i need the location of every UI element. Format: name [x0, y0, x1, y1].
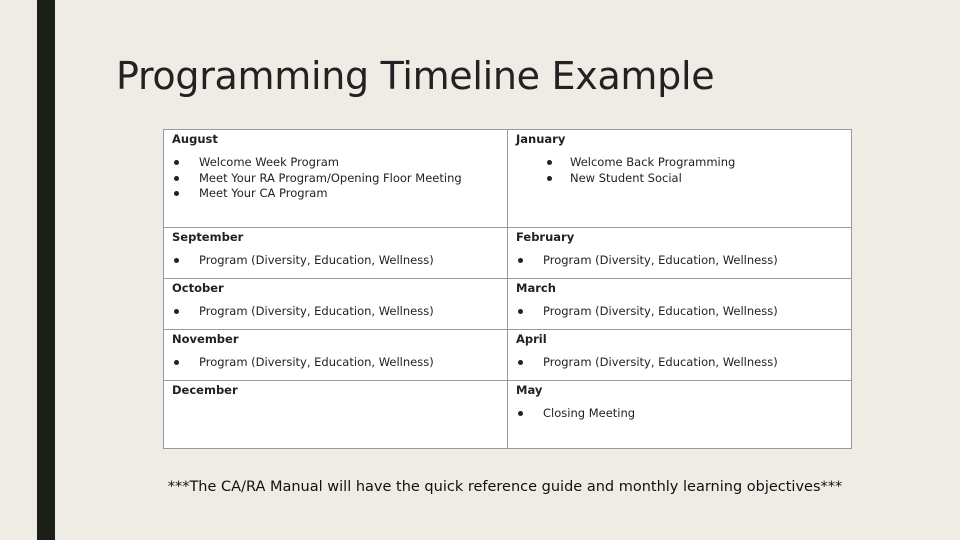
timeline-table	[163, 129, 852, 449]
month-label: February	[516, 230, 575, 244]
item-list	[172, 155, 499, 202]
list-item: Program (Diversity, Education, Wellness)	[172, 355, 499, 371]
list-item: Meet Your CA Program	[172, 186, 499, 202]
list-item: Program (Diversity, Education, Wellness)	[172, 253, 499, 269]
item-list	[516, 355, 843, 371]
item-list	[516, 304, 843, 320]
month-label: September	[172, 230, 244, 244]
list-item: Welcome Back Programming	[545, 155, 843, 171]
item-list	[516, 406, 843, 422]
table-cell-september	[164, 228, 508, 279]
slide-title: Programming Timeline Example	[116, 54, 715, 98]
footnote: ***The CA/RA Manual will have the quick reference guide and monthly learning objectives***	[167, 479, 843, 495]
month-label: October	[172, 281, 224, 295]
table-cell-december	[164, 381, 508, 448]
list-item: New Student Social	[545, 171, 843, 187]
table-cell-november	[164, 330, 508, 381]
list-item: Meet Your RA Program/Opening Floor Meeting	[172, 171, 499, 187]
list-item: Program (Diversity, Education, Wellness)	[516, 253, 843, 269]
table-cell-october	[164, 279, 508, 330]
month-label: April	[516, 332, 547, 346]
list-item: Closing Meeting	[516, 406, 843, 422]
month-label: May	[516, 383, 543, 397]
table-cell-april	[508, 330, 851, 381]
table-cell-may	[508, 381, 851, 448]
item-list	[172, 355, 499, 371]
item-list	[516, 155, 843, 186]
item-list	[172, 304, 499, 320]
table-cell-february	[508, 228, 851, 279]
list-item: Welcome Week Program	[172, 155, 499, 171]
list-item: Program (Diversity, Education, Wellness)	[516, 355, 843, 371]
month-label: November	[172, 332, 239, 346]
item-list	[172, 253, 499, 269]
list-item: Program (Diversity, Education, Wellness)	[172, 304, 499, 320]
accent-bar	[37, 0, 55, 540]
list-item: Program (Diversity, Education, Wellness)	[516, 304, 843, 320]
table-cell-january	[508, 130, 851, 228]
table-cell-march	[508, 279, 851, 330]
month-label: January	[516, 132, 566, 146]
table-cell-august	[164, 130, 508, 228]
item-list	[516, 253, 843, 269]
month-label: December	[172, 383, 238, 397]
month-label: March	[516, 281, 556, 295]
month-label: August	[172, 132, 218, 146]
